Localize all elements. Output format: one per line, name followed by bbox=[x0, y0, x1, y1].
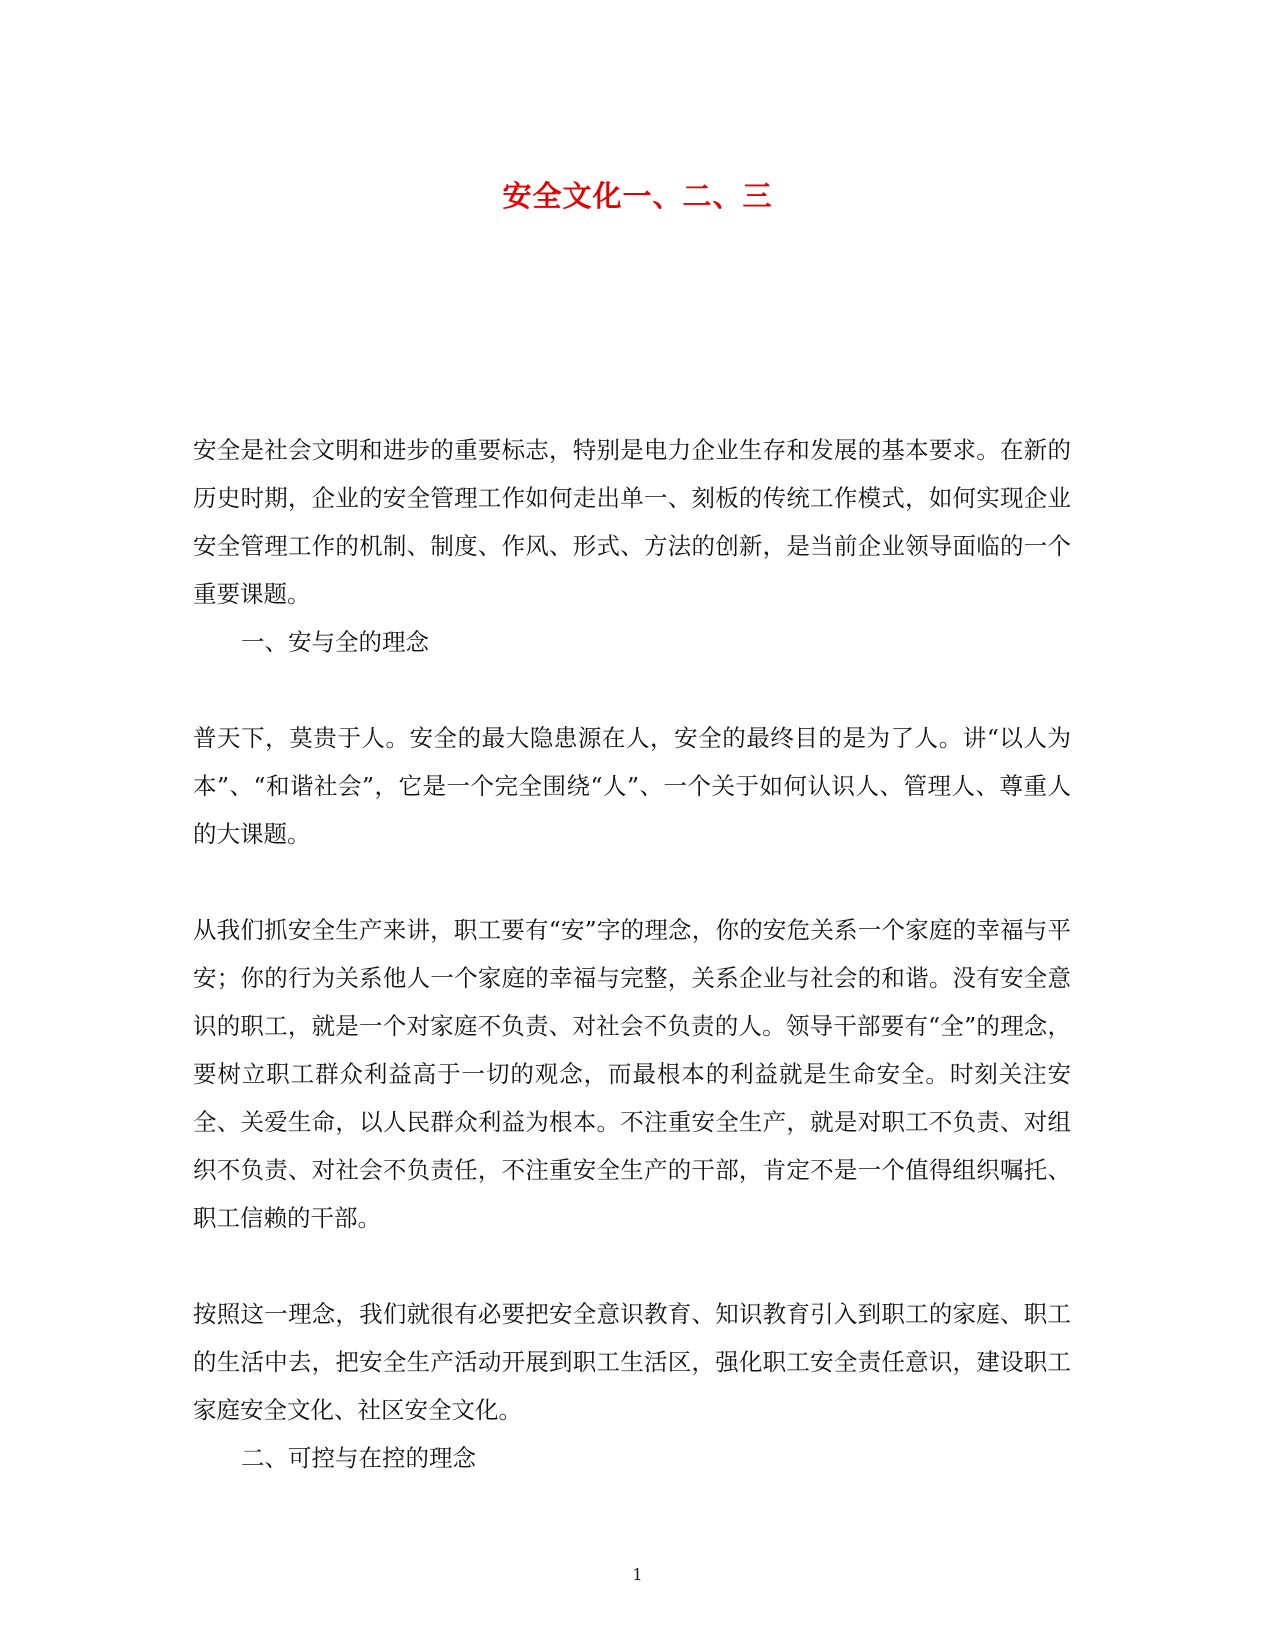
section1-paragraph-1: 普天下，莫贵于人。安全的最大隐患源在人，安全的最终目的是为了人。讲“以人为本”、“和谐社会”，它是一个完全围绕“人”、一个关于如何认识人、管理人、尊重人的大课题。 bbox=[193, 724, 1071, 848]
section-heading-1: 一、安与全的理念 bbox=[241, 628, 429, 656]
document-title: 安全文化一、二、三 bbox=[502, 179, 773, 213]
intro-paragraph: 安全是社会文明和进步的重要标志，特别是电力企业生存和发展的基本要求。在新的历史时期，企业的安全管理工作如何走出单一、刻板的传统工作模式，如何实现企业安全管理工作的机制、制度、作风、形式、方法的创新，是当前企业领导面临的一个重要课题。 bbox=[193, 436, 1071, 608]
section-heading-2: 二、可控与在控的理念 bbox=[241, 1444, 476, 1472]
section1-paragraph-3: 按照这一理念，我们就很有必要把安全意识教育、知识教育引入到职工的家庭、职工的生活中去，把安全生产活动开展到职工生活区，强化职工安全责任意识，建设职工家庭安全文化、社区安全文化。 bbox=[193, 1300, 1071, 1424]
spacer bbox=[193, 1242, 1071, 1290]
spacer bbox=[193, 666, 1071, 714]
spacer bbox=[193, 858, 1071, 906]
page-number: 1 bbox=[632, 1565, 643, 1584]
document-body bbox=[193, 426, 1071, 1482]
section1-paragraph-2: 从我们抓安全生产来讲，职工要有“安”字的理念，你的安危关系一个家庭的幸福与平安；你的行为关系他人一个家庭的幸福与完整，关系企业与社会的和谐。没有安全意识的职工，就是一个对家庭不负责、对社会不负责的人。领导干部要有“全”的理念，要树立职工群众利益高于一切的观念，而最根本的利益就是生命安全。时刻关注安全、关爱生命，以人民群众利益为根本。不注重安全生产，就是对职工不负责、对组织不负责、对社会不负责任，不注重安全生产的干部，肯定不是一个值得组织嘱托、职工信赖的干部。 bbox=[193, 916, 1071, 1232]
